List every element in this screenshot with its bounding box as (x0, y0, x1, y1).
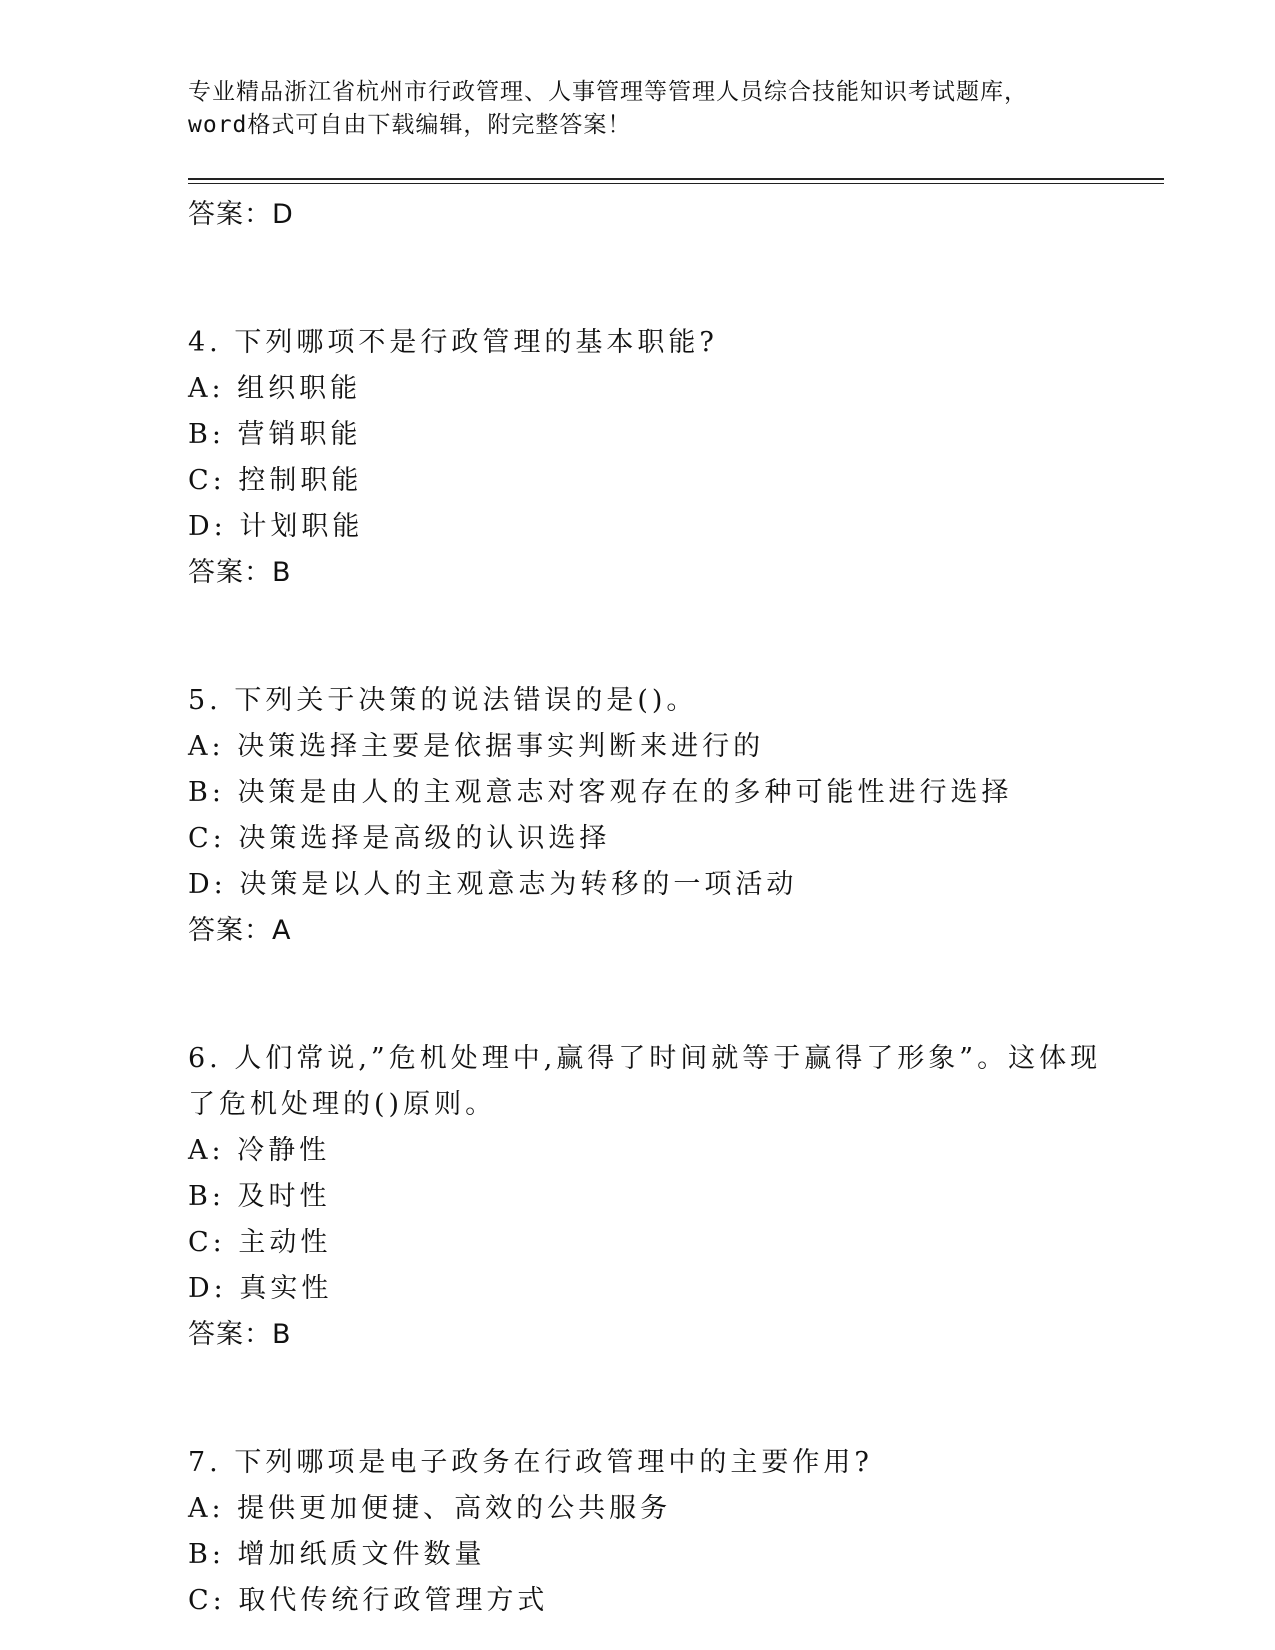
header-rule-thin (188, 183, 1164, 184)
question-stem: 5. 下列关于决策的说法错误的是()。 (188, 685, 698, 716)
option-a: A: 组织职能 (188, 373, 362, 404)
spacer (188, 954, 1148, 1036)
document-body (188, 192, 1148, 1624)
answer-label: 答案：B (188, 557, 292, 588)
spacer (188, 238, 1148, 320)
option-c: C: 控制职能 (188, 465, 363, 496)
option-a: A: 冷静性 (188, 1135, 331, 1166)
spacer (188, 1358, 1148, 1440)
answer-label: 答案：B (188, 1319, 292, 1350)
option-b: B: 增加纸质文件数量 (188, 1539, 486, 1570)
question-6 (188, 1036, 1148, 1358)
question-stem: 7. 下列哪项是电子政务在行政管理中的主要作用? (188, 1447, 873, 1478)
spacer (188, 596, 1148, 678)
option-b: B: 及时性 (188, 1181, 331, 1212)
option-a: A: 决策选择主要是依据事实判断来进行的 (188, 731, 765, 762)
header-line-2: word格式可自由下载编辑，附完整答案！ (188, 112, 632, 138)
answer-label: 答案：A (188, 915, 292, 946)
question-stem-line-1: 6. 人们常说,”危机处理中,赢得了时间就等于赢得了形象”。这体现 (188, 1043, 1102, 1074)
question-stem-line-2: 了危机处理的()原则。 (188, 1089, 497, 1120)
header-rule (188, 178, 1164, 180)
option-c: C: 取代传统行政管理方式 (188, 1585, 549, 1616)
question-7 (188, 1440, 1148, 1624)
option-a: A: 提供更加便捷、高效的公共服务 (188, 1493, 672, 1524)
question-5 (188, 678, 1148, 954)
question-4 (188, 320, 1148, 596)
header-line-1: 专业精品浙江省杭州市行政管理、人事管理等管理人员综合技能知识考试题库， (188, 79, 1028, 105)
option-b: B: 决策是由人的主观意志对客观存在的多种可能性进行选择 (188, 777, 1013, 808)
option-d: D: 真实性 (188, 1273, 333, 1304)
question-stem: 4. 下列哪项不是行政管理的基本职能? (188, 327, 718, 358)
option-c: C: 决策选择是高级的认识选择 (188, 823, 611, 854)
answer-label: 答案：D (188, 199, 294, 230)
option-d: D: 计划职能 (188, 511, 364, 542)
option-b: B: 营销职能 (188, 419, 362, 450)
option-c: C: 主动性 (188, 1227, 332, 1258)
option-d: D: 决策是以人的主观意志为转移的一项活动 (188, 869, 798, 900)
document-header (188, 76, 1068, 142)
